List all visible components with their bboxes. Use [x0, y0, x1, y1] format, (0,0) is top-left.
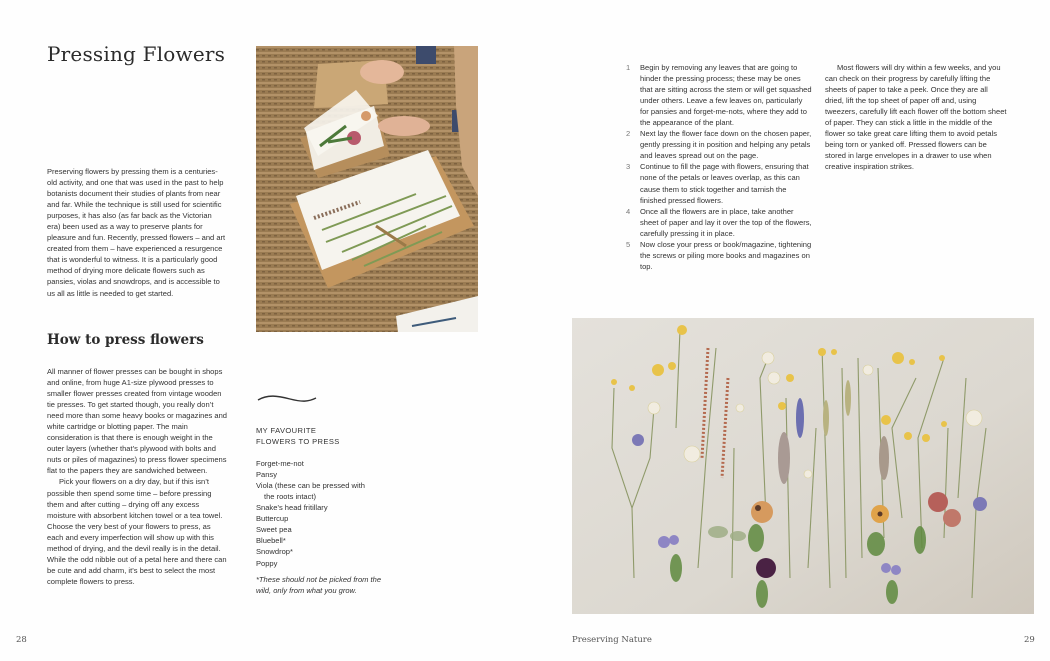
squiggle-divider	[256, 392, 318, 404]
running-head: Preserving Nature	[572, 635, 652, 645]
page-title: Pressing Flowers	[47, 42, 226, 66]
section-heading: How to press flowers	[47, 332, 204, 348]
flower-press-photo	[256, 46, 478, 332]
favourite-flowers-box	[256, 425, 386, 596]
intro-text: Preserving flowers by pressing them is a centuries-old activity, and one that was used in the past to help botanists document their studies of plants from near and far. While the technique is still used for scientific purposes, it has also (as far back as the Victorian era) been used as a way to preserve plants for pleasure and fun. Recently, pressed flowers – and art created from them – have experienced a resurgence that is wonderful to witness. It is a particularly good method of drying more delicate flowers such as pansies, violas and snowdrops, and is accessible to us all as little is needed to get started.	[47, 167, 226, 298]
step-item: 5 Now close your press or book/magazine, tightening the screws or piling more books and magazines on top.	[626, 239, 812, 271]
intro-paragraph	[47, 166, 227, 299]
list-item: Buttercup	[256, 514, 289, 524]
howto-paragraph-1: All manner of flower presses can be bought in shops and online, from huge A1-size plywood presses to smaller flower presses created from vintage wooden tie presses. To get started though, you really don’t need more than some heavy books or magazines and white cartridge or blotting paper. The main consideration is that there is enough weight in the outer layers (whether that’s plywood with bolts and nuts or piles of magazines) to press flower specimens flat to the papers they are sandwiched between.	[47, 367, 227, 476]
flower-press-illustration	[256, 46, 478, 332]
page-number-right: 29	[1024, 635, 1035, 645]
step-item: 2 Next lay the flower face down on the chosen paper, gently pressing it in position and helping any petals and leaves spread out on the page.	[626, 129, 812, 161]
favourites-list	[256, 458, 386, 568]
list-item: Snake’s head fritillary	[256, 503, 328, 513]
list-item: Pansy	[256, 470, 277, 480]
pressed-flowers-illustration	[572, 318, 1034, 614]
list-item: Forget-me-not	[256, 459, 304, 469]
howto-paragraph-2: Pick your flowers on a dry day, but if this isn’t possible then spend some time – before pressing them and after cutting – drying off any excess moisture with absorbent kitchen towel or a tea towel. Choose the very best of your flowers to press, as each and every imperfection will show up with this method of drying, and the devil really is in the detail. While the odd nibble out of a petal here and there can be cute and add charm, it’s best to select the most complete flowers to press.	[47, 477, 227, 586]
list-item: Poppy	[256, 558, 278, 568]
drying-paragraph	[825, 62, 1007, 172]
step-item: 1 Begin by removing any leaves that are going to hinder the pressing process; these may be ones that are sitting across the stem or will get squashed under others. Leave a few leaves on, particularly for pansies and forget-me-nots, where they add to the appearance of the plant.	[626, 63, 812, 128]
favourites-footnote: *These should not be picked from the wild, only from what you grow.	[256, 574, 382, 595]
pressed-flowers-photo	[572, 318, 1034, 614]
steps-list	[626, 62, 812, 272]
list-item: Sweet pea	[256, 525, 292, 535]
step-item: 4 Once all the flowers are in place, take another sheet of paper and lay it over the top of the flowers, carefully pressing it in place.	[626, 206, 812, 238]
list-item: Viola (these can be pressed with the roots intact)	[256, 481, 365, 502]
step-item: 3 Continue to fill the page with flowers, ensuring that none of the petals or leaves overlap, as this can cause them to stick together and tarnish the finished pressed flowers.	[626, 162, 809, 205]
list-item: Snowdrop*	[256, 547, 293, 557]
list-item: Bluebell*	[256, 536, 286, 546]
page-number-left: 28	[16, 635, 27, 645]
favourites-heading: MY FAVOURITE FLOWERS TO PRESS	[256, 426, 340, 447]
drying-text: Most flowers will dry within a few weeks, and you can check on their progress by carefully lifting the sheets of paper to take a peek. Once they are all dried, lift the top sheet of paper off and, using tweezers, carefully lift each flower off the bottom sheet of paper. They can stick a little in the middle of the flower so take great care lifting them to avoid petals being torn or yanked off. Pressed flowers can be stored in large envelopes in a drawer to use when creative inspiration strikes.	[825, 63, 1007, 172]
howto-body	[47, 366, 227, 587]
